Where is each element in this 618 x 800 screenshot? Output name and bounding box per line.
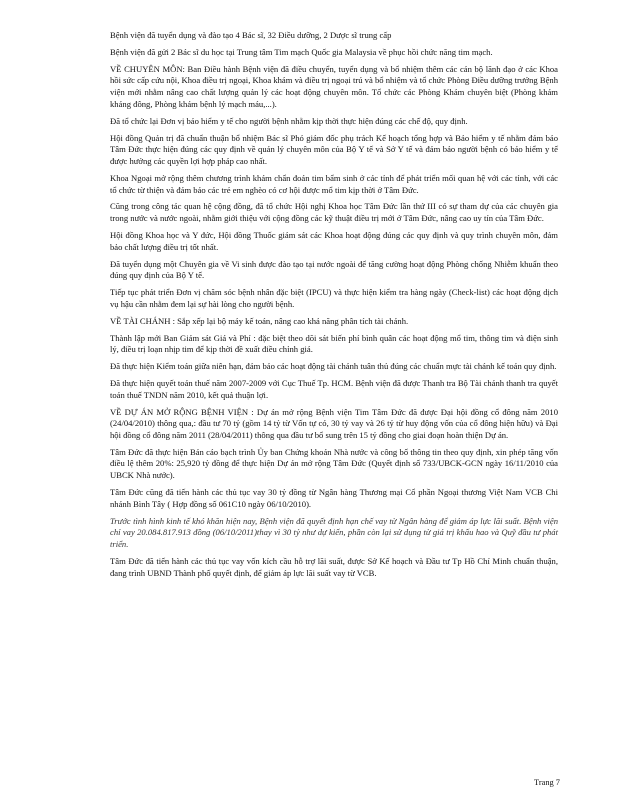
paragraph-vcb-loan: Tâm Đức cũng đã tiến hành các thủ tục vay 30 tỷ đồng từ Ngân hàng Thương mại Cổ phần Ngoại thương Việt Nam VCB Chi nhánh Bình Tây ( Hợp đồng số 061C10 ngày 06/10/2010). [110,487,558,509]
paragraph-conference: Cũng trong công tác quan hệ cộng đồng, đã tổ chức Hội nghị Khoa học Tâm Đức lần thứ III có sự tham dự của các chuyên gia trong nước và nước ngoài, nhằm giới thiệu với cộng đồng các kỹ thuật điều trị mới ở Tâm Đức, nâng cao uy tín của Tâm Đức. [110,201,558,224]
paragraph-professional: VỀ CHUYÊN MÔN: Ban Điều hành Bệnh viện đã điều chuyển, tuyển dụng và bổ nhiệm thêm các cán bộ lãnh đạo ở các Khoa hồi sức cấp cứu nội, Khoa điều trị ngoại, Khoa khám và điều trị ngoại trú và bổ nhiệm và tổ chức Phòng Điều dưỡng trưởng Bệnh viện mới nhằm nâng cao chất lượng quản lý các hoạt động chuyên môn. Tổ chức các Phòng Khám chuyên biệt (Phòng khám kháng đông, Phòng khám bệnh lý mạch máu,...). [110,63,558,109]
paragraph-price-board: Thành lập mới Ban Giám sát Giá và Phí : đặc biệt theo dõi sát biến phí bình quân các hoạt động mổ tim, thông tim và điện sinh lý, điều trị loạn nhịp tim để kịp thời đề xuất điều chỉnh giá. [110,332,558,355]
paragraph-staff-recruitment: Bệnh viện đã tuyển dụng và đào tạo 4 Bác sĩ, 32 Điều dưỡng, 2 Dược sĩ trung cấp [110,30,392,40]
paragraph-stimulus-loan: Tâm Đức đã tiến hành các thủ tục vay vốn kích cầu hỗ trợ lãi suất, được Sở Kế hoạch và Đầu tư Tp Hồ Chí Minh chuẩn thuận, đang trình UBND Thành phố quyết định, để giảm áp lực lãi suất vay từ VCB. [110,555,558,578]
paragraph-surgery-program: Khoa Ngoại mở rộng thêm chương trình khám chẩn đoán tim bẩm sinh ở các tỉnh để phát triển mối quan hệ với các tỉnh, với các tổ chức từ thiện và đảm bảo các trẻ em nghèo có cơ hội được mổ tim kịp thời ở Tâm Đức. [110,172,558,195]
paragraph-tax-settlement: Đã thực hiện quyết toán thuế năm 2007-2009 với Cục Thuế Tp. HCM. Bệnh viện đã được Thanh tra Bộ Tài chánh thanh tra quyết toán thuế TNDN năm 2010, kết quả thuận lợi. [110,377,558,400]
paragraph-doctors-abroad: Bệnh viện đã gửi 2 Bác sĩ du học tại Trung tâm Tim mạch Quốc gia Malaysia về phục hồi chức năng tim mạch. [110,46,493,57]
paragraph-insurance-unit: Đã tổ chức lại Đơn vị bảo hiểm y tế cho người bệnh nhằm kịp thời thực hiện đúng các chế độ, quy định. [110,115,468,126]
paragraph-ipcu: Tiếp tục phát triển Đơn vị chăm sóc bệnh nhân đặc biệt (IPCU) và thực hiện kiểm tra hàng ngày (Check-list) các hoạt động dịch vụ hậu cần nhằm đem lại sự hài lòng cho người bệnh. [110,287,558,309]
document-body [110,30,558,584]
paragraph-microbiology: Đã tuyển dụng một Chuyên gia về Vi sinh được đào tạo tại nước ngoài để tăng cường hoạt động Phòng chống Nhiễm khuẩn theo đúng quy định của Bộ Y tế. [110,258,558,281]
paragraph-finance: VỀ TÀI CHÁNH : Sắp xếp lại bộ máy kế toán, nâng cao khả năng phân tích tài chánh. [110,315,409,326]
paragraph-prospectus: Tâm Đức đã thực hiện Bản cáo bạch trình Ủy ban Chứng khoán Nhà nước và công bố thông tin theo quy định, xin phép tăng vốn điều lệ thêm 20%: 25,920 tỷ đồng để thực hiện Dự án mở rộng Tâm Đức (Quyết định số 733/UBCK-GCN ngày 16/11/2010 của UBCK Nhà nước). [110,446,558,481]
paragraph-loan-note: Trước tình hình kinh tế khó khăn hiện nay, Bệnh viện đã quyết định hạn chế vay từ Ngân hàng để giảm áp lực lãi suất. Bệnh viện chỉ vay 20.084.817.913 đồng (06/10/2011)thay vì 30 tỷ như dự kiến, phần còn lại sử dụng từ giá trị khấu hao và Quỹ đầu tư phát triển. [110,515,558,549]
paragraph-ethics-council: Hội đồng Khoa học và Y đức, Hội đồng Thuốc giám sát các Khoa hoạt động đúng các quy định và quy trình chuyên môn, đảm bảo chất lượng điều trị tốt nhất. [110,229,558,252]
paragraph-expansion-project: VỀ DỰ ÁN MỞ RỘNG BỆNH VIỆN : Dự án mở rộng Bệnh viện Tim Tâm Đức đã được Đại hội đồng cổ đông năm 2010 (24/04/2010) thông qua,: đầu tư 70 tỷ (gồm 14 tỷ từ Vốn tự có, 30 tỷ vay và 26 tỷ từ huy động vốn của cổ đông hiện hữu) và Đại hội đồng cổ đông năm 2011 (28/04/2011) thông qua đầu tư bổ sung trên 15 tỷ đồng cho giai đoạn hoàn thiện Dự án. [110,406,558,440]
page-number: Trang 7 [534,778,560,787]
paragraph-audit: Đã thực hiện Kiểm toán giữa niên hạn, đảm bảo các hoạt động tài chánh tuân thủ đúng các chuẩn mực tài chánh kế toán quy định. [110,361,557,372]
paragraph-board-appointment: Hội đồng Quản trị đã chuẩn thuận bổ nhiệm Bác sĩ Phó giám đốc phụ trách Kế hoạch tổng hợp và Bảo hiểm y tế nhằm đảm bảo Tâm Đức thực hiện đúng các quy định về quản lý chuyên môn của Bộ Y tế và Sở Y tế và đảm bảo người bệnh có bảo hiểm y tế được hưởng các quyền lợi hợp pháp cao nhất. [110,132,558,166]
